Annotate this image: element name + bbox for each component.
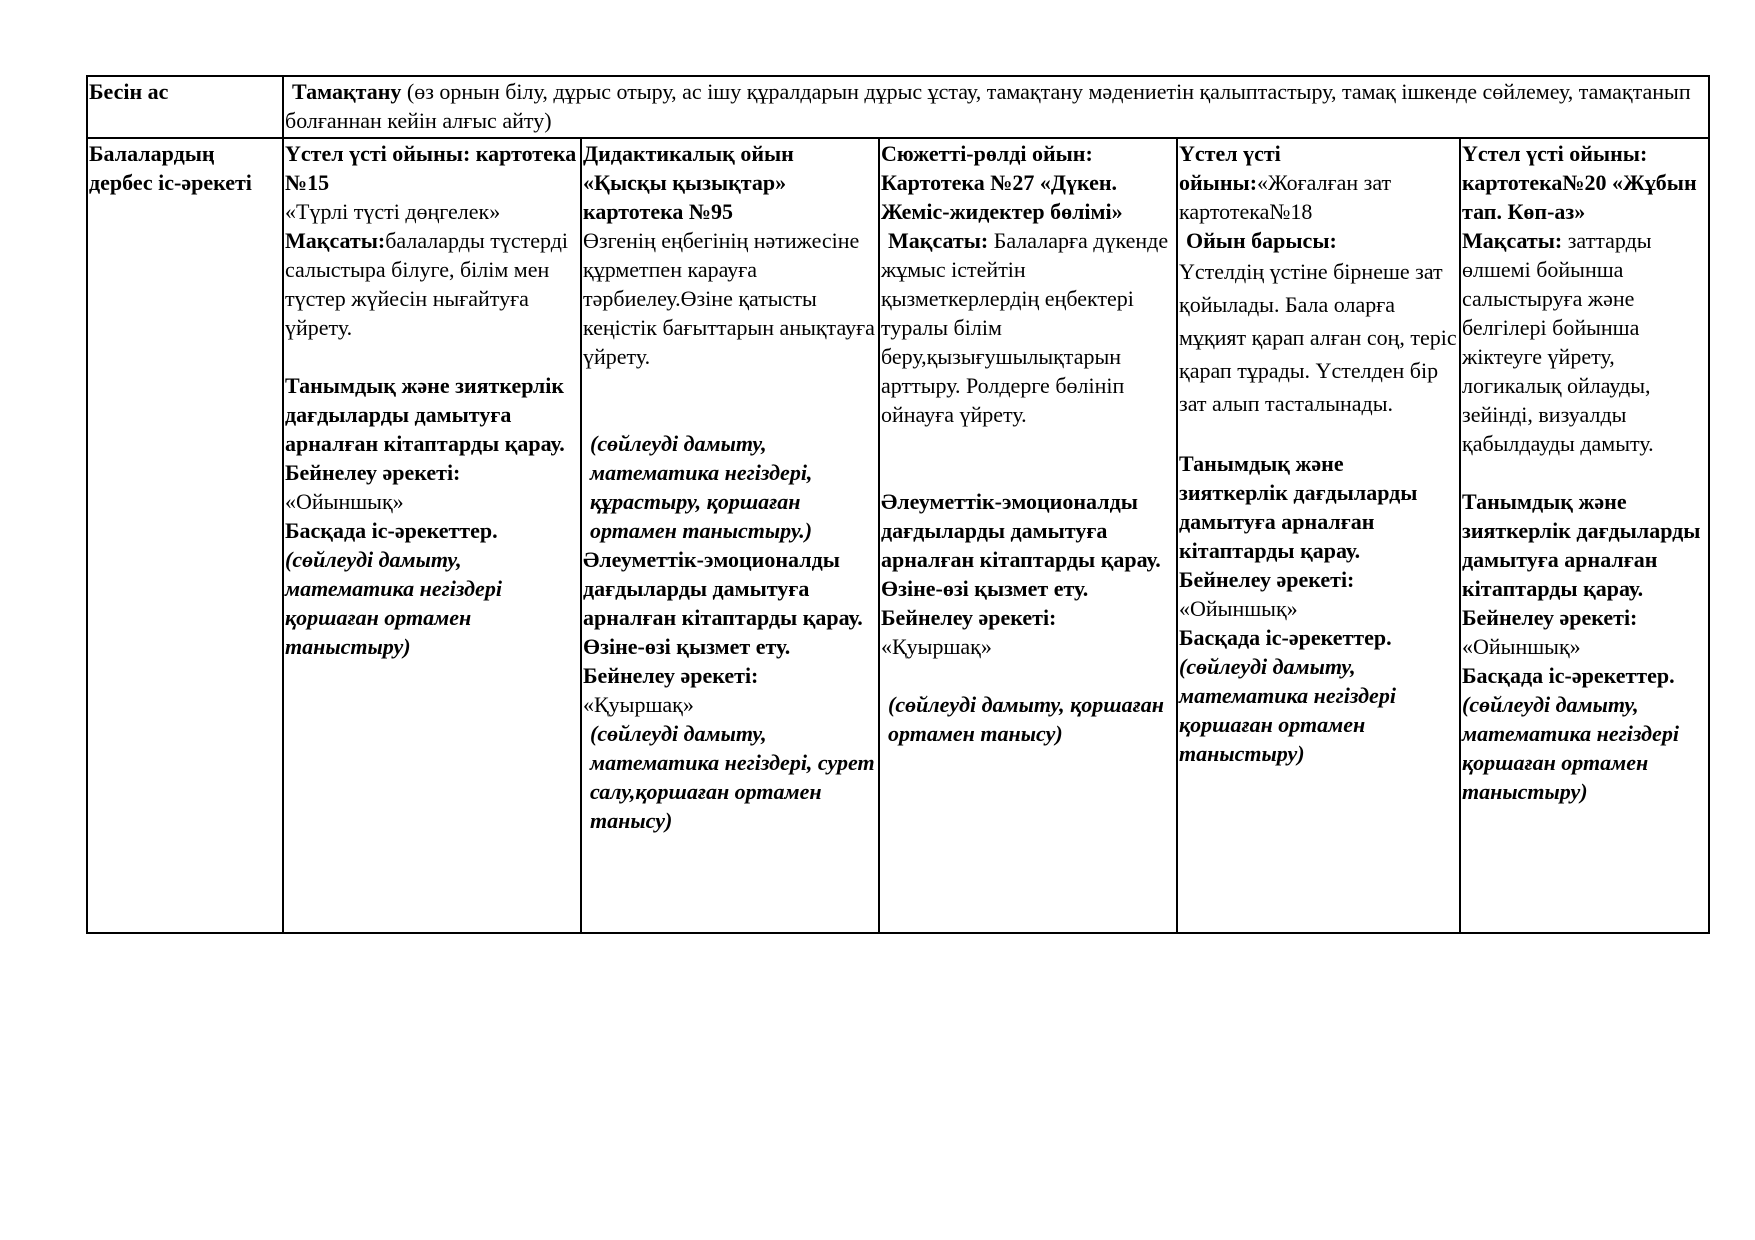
goal-text: Балаларға дүкенде жұмыс істейтін қызметкерлердің еңбектері туралы білім беру,қызығушылықтарын арттыру. Ролдерге бөлініп ойнауға үйрету. bbox=[881, 228, 1169, 427]
integration-note: (сөйлеуді дамыту, математика негіздері қоршаған ортамен таныстыру) bbox=[1179, 654, 1396, 766]
game-title: Үстел үсті ойыны: bbox=[1179, 141, 1281, 195]
table-row-independent-activity bbox=[87, 138, 1709, 933]
integration-note-2: (сөйлеуді дамыту, математика негіздері, сурет салу,қоршаған ортамен танысу) bbox=[590, 721, 875, 833]
art-text: «Ойыншық» bbox=[285, 489, 404, 514]
self-service: Өзіне-өзі қызмет ету. bbox=[881, 576, 1089, 601]
books-text: Әлеуметтік-эмоционалды дағдыларды дамытуға арналған кітаптарды қарау. bbox=[881, 489, 1161, 572]
table-row-afternoon-snack bbox=[87, 76, 1709, 138]
game-title: Үстел үсті ойыны: картотека№20 «Жұбын тап. Көп-аз» bbox=[1462, 141, 1697, 224]
art-text: «Ойыншық» bbox=[1462, 634, 1581, 659]
meal-title: Тамақтану bbox=[292, 79, 402, 104]
process-label: Ойын барысы: bbox=[1186, 228, 1337, 253]
row-label-cell bbox=[87, 138, 283, 933]
books-text: Танымдық және зияткерлік дағдыларды дамытуға арналған кітаптарды қарау. bbox=[1179, 451, 1418, 563]
activity-cell-5 bbox=[1460, 138, 1709, 933]
row-label: Балалардың дербес іс-әрекеті bbox=[89, 141, 252, 195]
goal-text: Өзгенің еңбегінің нәтижесіне құрметпен карауға тәрбиелеу.Өзіне қатысты кеңістік бағыттарын анықтауға үйрету. bbox=[583, 228, 875, 369]
books-text: Танымдық және зияткерлік дағдыларды дамытуға арналған кітаптарды қарау. bbox=[285, 373, 565, 456]
game-title: Үстел үсті ойыны: картотека №15 bbox=[285, 141, 577, 195]
art-label: Бейнелеу әрекеті: bbox=[881, 605, 1057, 630]
game-name: «Түрлі түсті дөңгелек» bbox=[285, 199, 501, 224]
art-label: Бейнелеу әрекеті: bbox=[583, 663, 759, 688]
goal-label: Мақсаты: bbox=[1462, 228, 1563, 253]
activity-cell-3 bbox=[879, 138, 1177, 933]
activity-cell-1 bbox=[283, 138, 581, 933]
activity-cell-4 bbox=[1177, 138, 1460, 933]
game-title: Дидактикалық ойын «Қысқы қызықтар» картотека №95 bbox=[583, 141, 794, 224]
row-label-cell bbox=[87, 76, 283, 138]
books-text: Танымдық және зияткерлік дағдыларды дамытуға арналған кітаптарды қарау. bbox=[1462, 489, 1701, 601]
other-activities: Басқада іс-әрекеттер. bbox=[1179, 625, 1392, 650]
art-label: Бейнелеу әрекеті: bbox=[1179, 567, 1355, 592]
meal-description-cell bbox=[283, 76, 1709, 138]
art-label: Бейнелеу әрекеті: bbox=[1462, 605, 1638, 630]
game-title: Сюжетті-рөлді ойын: Картотека №27 «Дүкен. Жеміс-жидектер бөлімі» bbox=[881, 141, 1123, 224]
goal-text: заттарды өлшемі бойынша салыстыруға және белгілері бойынша жіктеуге үйрету, логикалық ойлауды, зейінді, визуалды қабылдауды дамыту. bbox=[1462, 228, 1654, 456]
goal-label: Мақсаты: bbox=[888, 228, 989, 253]
row-label: Бесін ас bbox=[89, 79, 169, 104]
books-text: Әлеуметтік-эмоционалды дағдыларды дамытуға арналған кітаптарды қарау. bbox=[583, 547, 863, 630]
art-text: «Ойыншық» bbox=[1179, 596, 1298, 621]
other-activities: Басқада іс-әрекеттер. bbox=[1462, 663, 1675, 688]
integration-note: (сөйлеуді дамыту, математика негіздері қоршаған ортамен таныстыру) bbox=[1462, 692, 1679, 804]
process-text: Үстелдің үстіне бірнеше зат қойылады. Бала оларға мұқият қарап алған соң, теріс қарап тұрады. Үстелден бір зат алып тасталынады. bbox=[1179, 259, 1457, 416]
goal-label: Мақсаты: bbox=[285, 228, 386, 253]
game-name: «Жоғалған зат картотека№18 bbox=[1179, 170, 1392, 224]
schedule-table bbox=[86, 75, 1710, 934]
goal-text: балаларды түстерді салыстыра білуге, білім мен түстер жүйесін нығайтуға үйрету. bbox=[285, 228, 569, 340]
integration-note: (сөйлеуді дамыту, қоршаған ортамен танысу) bbox=[888, 692, 1164, 746]
art-label: Бейнелеу әрекеті: bbox=[285, 460, 461, 485]
meal-text: (өз орнын білу, дұрыс отыру, ас ішу құралдарын дұрыс ұстау, тамақтану мәдениетін қалыптастыру, тамақ ішкенде сөйлемеу, тамақтанып болғаннан кейін алғыс айту) bbox=[285, 79, 1691, 133]
art-text: «Қуыршақ» bbox=[881, 634, 992, 659]
integration-note: (сөйлеуді дамыту, математика негіздері, құрастыру, қоршаған ортамен таныстыру.) bbox=[590, 431, 813, 543]
activity-cell-2 bbox=[581, 138, 879, 933]
other-activities: Басқада іс-әрекеттер. bbox=[285, 518, 498, 543]
art-text: «Қуыршақ» bbox=[583, 692, 694, 717]
self-service: Өзіне-өзі қызмет ету. bbox=[583, 634, 791, 659]
integration-note: (сөйлеуді дамыту, математика негіздері қоршаған ортамен таныстыру) bbox=[285, 547, 502, 659]
